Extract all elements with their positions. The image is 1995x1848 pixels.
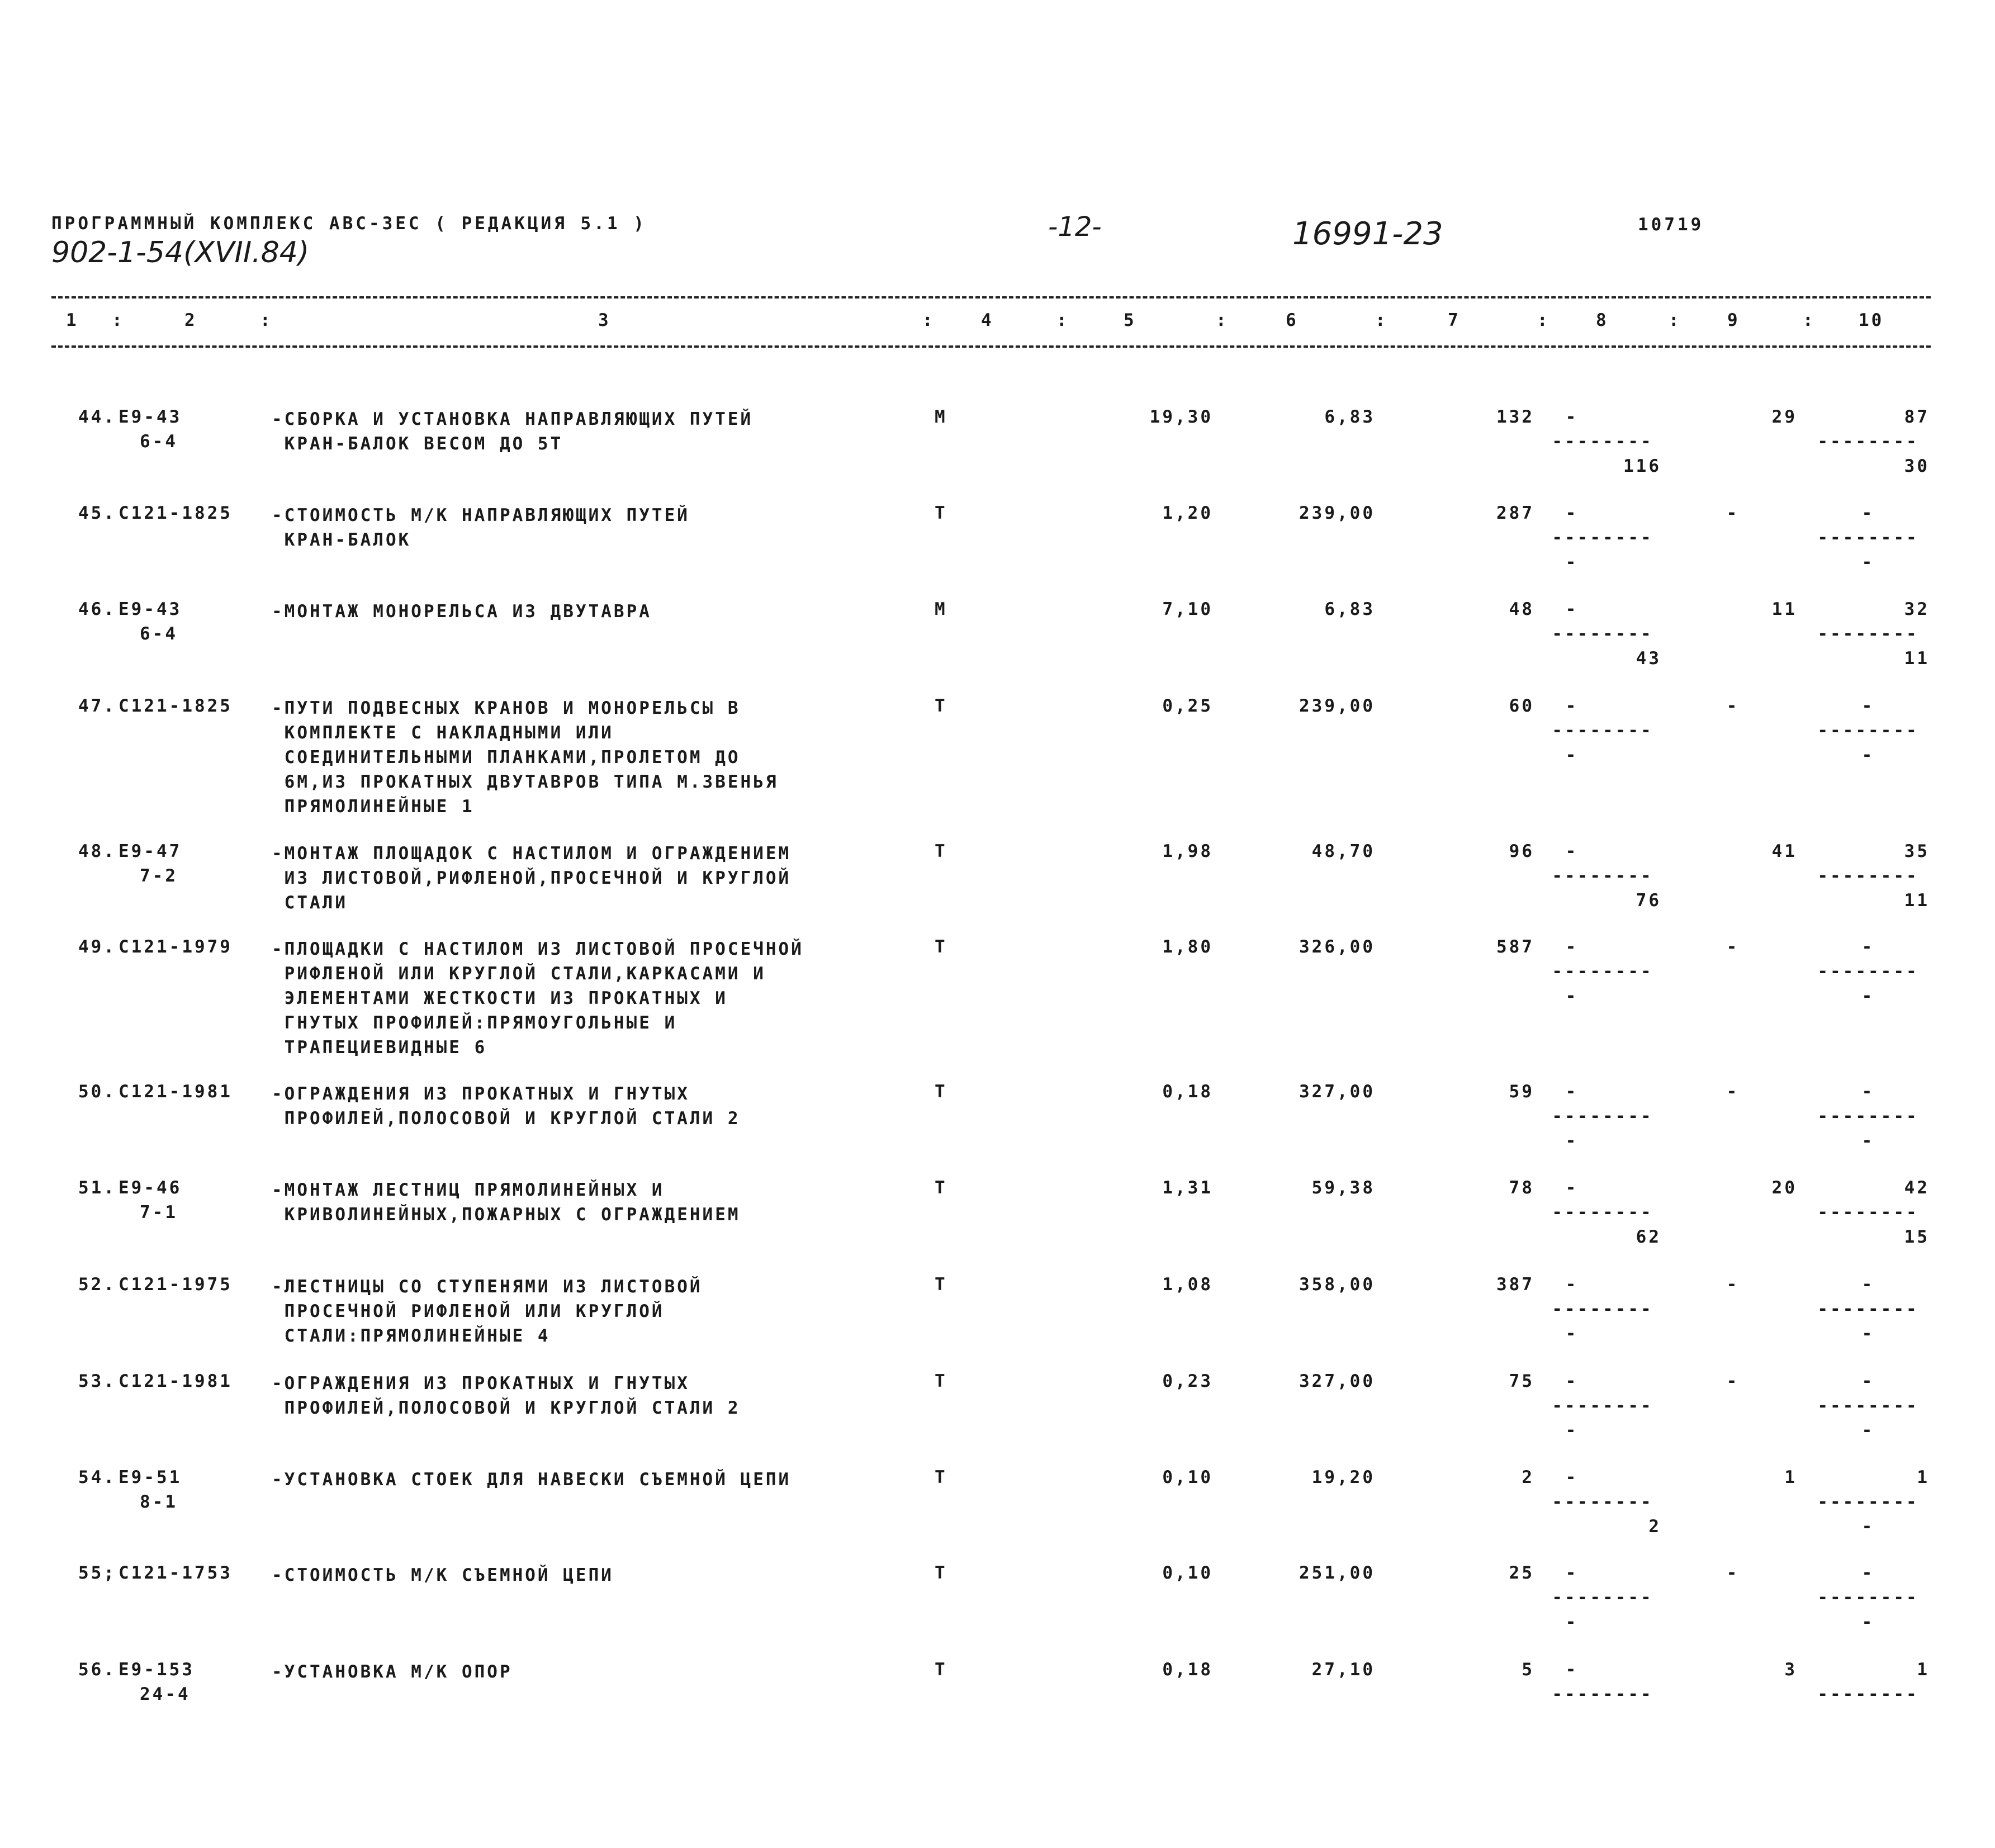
column-separator: : <box>922 310 935 330</box>
row-number: 49. <box>78 937 116 957</box>
column-separator: : <box>1056 310 1069 330</box>
unit-price: 239,00 <box>1299 503 1375 523</box>
unit-price: 327,00 <box>1299 1371 1375 1391</box>
code-secondary: 7-2 <box>140 866 178 886</box>
col10-sub-value: 15 <box>1904 1227 1930 1247</box>
col9-value: 3 <box>1784 1660 1797 1680</box>
col9-value: - <box>1726 1082 1740 1102</box>
col10-divider: -------- <box>1817 1588 1919 1608</box>
col10-sub-value: 30 <box>1904 456 1930 476</box>
total-cost: 48 <box>1509 599 1534 619</box>
col10-sub-value: - <box>1861 986 1875 1006</box>
col8-value: - <box>1565 407 1579 427</box>
unit-price: 6,83 <box>1324 599 1375 619</box>
col10-divider: -------- <box>1817 1299 1919 1319</box>
total-cost: 25 <box>1509 1563 1534 1583</box>
code-primary: С121-1753 <box>119 1563 233 1583</box>
col10-divider: -------- <box>1817 624 1919 644</box>
col10-sub-value: - <box>1861 1131 1875 1151</box>
column-separator: : <box>1375 310 1388 330</box>
col8-sub-value: 43 <box>1636 648 1661 669</box>
col8-sub-value: 62 <box>1636 1227 1661 1247</box>
col9-value: - <box>1726 1274 1740 1295</box>
unit: Т <box>935 1371 947 1391</box>
total-cost: 78 <box>1509 1178 1534 1198</box>
header-top-rule <box>51 296 1931 298</box>
code-primary: Е9-47 <box>119 841 182 861</box>
col10-value: 1 <box>1917 1660 1930 1680</box>
column-header-10: 10 <box>1859 310 1884 330</box>
col8-value: - <box>1565 1467 1579 1487</box>
col10-divider: -------- <box>1817 432 1919 452</box>
quantity: 0,23 <box>1162 1371 1213 1391</box>
quantity: 19,30 <box>1149 407 1213 427</box>
col10-sub-value: - <box>1861 552 1875 572</box>
col10-value: 1 <box>1917 1467 1930 1487</box>
quantity: 0,10 <box>1162 1563 1213 1583</box>
col10-divider: -------- <box>1817 528 1919 548</box>
col10-value: 87 <box>1904 407 1930 427</box>
col8-divider: -------- <box>1552 1492 1653 1512</box>
unit: Т <box>935 937 947 957</box>
row-number: 51. <box>78 1178 116 1198</box>
unit-price: 27,10 <box>1311 1660 1375 1680</box>
col10-value: - <box>1861 1563 1875 1583</box>
col10-sub-value: 11 <box>1904 648 1930 669</box>
col10-divider: -------- <box>1817 1684 1919 1704</box>
work-description: -ПУТИ ПОДВЕСНЫХ КРАНОВ И МОНОРЕЛЬСЫ В КОМПЛЕКТЕ С НАКЛАДНЫМИ ИЛИ СОЕДИНИТЕЛЬНЫМИ ПЛАНКАМИ,ПРОЛЕТОМ ДО 6М,ИЗ ПРОКАТНЫХ ДВУТАВРОВ ТИПА М.ЗВЕНЬЯ ПРЯМОЛИНЕЙНЫЕ 1 <box>272 698 779 817</box>
code-secondary: 6-4 <box>140 624 178 644</box>
unit-price: 59,38 <box>1311 1178 1375 1198</box>
col9-value: - <box>1726 503 1740 523</box>
col10-divider: -------- <box>1817 866 1919 886</box>
code-secondary: 6-4 <box>140 432 178 452</box>
work-description: -МОНТАЖ МОНОРЕЛЬСА ИЗ ДВУТАВРА <box>272 601 652 622</box>
col10-sub-value: - <box>1861 1517 1875 1537</box>
work-description: -СБОРКА И УСТАНОВКА НАПРАВЛЯЮЩИХ ПУТЕЙ КРАН-БАЛОК ВЕСОМ ДО 5Т <box>272 409 754 454</box>
code-primary: Е9-46 <box>119 1178 182 1198</box>
col8-sub-value: - <box>1565 1420 1579 1441</box>
quantity: 1,80 <box>1162 937 1213 957</box>
column-header-9: 9 <box>1727 310 1740 330</box>
work-description: -ПЛОЩАДКИ С НАСТИЛОМ ИЗ ЛИСТОВОЙ ПРОСЕЧНОЙ РИФЛЕНОЙ ИЛИ КРУГЛОЙ СТАЛИ,КАРКАСАМИ И ЭЛЕМЕНТАМИ ЖЕСТКОСТИ ИЗ ПРОКАТНЫХ И ГНУТЫХ ПРОФИЛЕЙ:ПРЯМОУГОЛЬНЫЕ И ТРАПЕЦИЕВИДНЫЕ 6 <box>272 939 804 1058</box>
col8-divider: -------- <box>1552 1202 1653 1222</box>
column-header-1: 1 <box>66 310 79 330</box>
col8-divider: -------- <box>1552 1106 1653 1126</box>
code-primary: С121-1981 <box>119 1082 233 1102</box>
column-header-8: 8 <box>1596 310 1609 330</box>
column-separator: : <box>112 310 125 330</box>
unit: Т <box>935 503 947 523</box>
col8-divider: -------- <box>1552 961 1653 982</box>
col8-value: - <box>1565 841 1579 861</box>
col8-sub-value: - <box>1565 745 1579 765</box>
col8-value: - <box>1565 503 1579 523</box>
col8-divider: -------- <box>1552 1299 1653 1319</box>
col8-divider: -------- <box>1552 1684 1653 1704</box>
col8-value: - <box>1565 937 1579 957</box>
col9-value: - <box>1726 1563 1740 1583</box>
quantity: 0,10 <box>1162 1467 1213 1487</box>
col9-value: 11 <box>1771 599 1797 619</box>
col8-divider: -------- <box>1552 866 1653 886</box>
unit: Т <box>935 696 947 716</box>
col8-sub-value: - <box>1565 1131 1579 1151</box>
row-number: 56. <box>78 1660 116 1680</box>
col8-sub-value: 2 <box>1648 1517 1661 1537</box>
row-number: 54. <box>78 1467 116 1487</box>
col10-divider: -------- <box>1817 1396 1919 1416</box>
col8-value: - <box>1565 696 1579 716</box>
row-number: 52. <box>78 1274 116 1295</box>
row-number: 45. <box>78 503 116 523</box>
code-primary: Е9-43 <box>119 407 182 427</box>
col8-value: - <box>1565 1660 1579 1680</box>
quantity: 1,31 <box>1162 1178 1213 1198</box>
row-number: 44. <box>78 407 116 427</box>
total-cost: 287 <box>1496 503 1534 523</box>
col10-sub-value: - <box>1861 1420 1875 1441</box>
total-cost: 2 <box>1522 1467 1534 1487</box>
col10-value: 42 <box>1904 1178 1930 1198</box>
header-bottom-rule <box>51 345 1931 348</box>
quantity: 7,10 <box>1162 599 1213 619</box>
col10-sub-value: - <box>1861 1324 1875 1344</box>
col10-value: - <box>1861 1082 1875 1102</box>
work-description: -УСТАНОВКА М/К ОПОР <box>272 1662 513 1682</box>
col8-value: - <box>1565 599 1579 619</box>
col8-value: - <box>1565 1563 1579 1583</box>
col8-sub-value: 116 <box>1623 456 1661 476</box>
unit: Т <box>935 1178 947 1198</box>
row-number: 53. <box>78 1371 116 1391</box>
unit: Т <box>935 1467 947 1487</box>
column-separator: : <box>1537 310 1550 330</box>
col9-value: 1 <box>1784 1467 1797 1487</box>
unit: М <box>935 599 947 619</box>
unit-price: 251,00 <box>1299 1563 1375 1583</box>
col9-value: 41 <box>1771 841 1797 861</box>
table-row <box>0 696 1995 864</box>
col9-value: - <box>1726 696 1740 716</box>
code-primary: С121-1825 <box>119 503 233 523</box>
col10-value: 35 <box>1904 841 1930 861</box>
column-header-6: 6 <box>1286 310 1299 330</box>
total-cost: 587 <box>1496 937 1534 957</box>
work-description: -СТОИМОСТЬ М/К НАПРАВЛЯЮЩИХ ПУТЕЙ КРАН-БАЛОК <box>272 505 690 550</box>
col8-value: - <box>1565 1178 1579 1198</box>
total-cost: 132 <box>1496 407 1534 427</box>
column-header-2: 2 <box>184 310 197 330</box>
program-title: ПРОГРАММНЫЙ КОМПЛЕКС АВС-3ЕС ( РЕДАКЦИЯ 5.1 ) <box>51 214 647 234</box>
unit-price: 326,00 <box>1299 937 1375 957</box>
col10-value: - <box>1861 937 1875 957</box>
code-primary: Е9-51 <box>119 1467 182 1487</box>
column-separator: : <box>260 310 273 330</box>
total-cost: 75 <box>1509 1371 1534 1391</box>
column-separator: : <box>1216 310 1229 330</box>
code-primary: С121-1825 <box>119 696 233 716</box>
col10-value: - <box>1861 503 1875 523</box>
col9-value: 29 <box>1771 407 1797 427</box>
col10-sub-value: - <box>1861 1612 1875 1632</box>
work-description: -ОГРАЖДЕНИЯ ИЗ ПРОКАТНЫХ И ГНУТЫХ ПРОФИЛЕЙ,ПОЛОСОВОЙ И КРУГЛОЙ СТАЛИ 2 <box>272 1084 741 1129</box>
unit: Т <box>935 841 947 861</box>
row-number: 55; <box>78 1563 116 1583</box>
col8-sub-value: - <box>1565 1324 1579 1344</box>
total-cost: 60 <box>1509 696 1534 716</box>
work-description: -МОНТАЖ ЛЕСТНИЦ ПРЯМОЛИНЕЙНЫХ И КРИВОЛИНЕЙНЫХ,ПОЖАРНЫХ С ОГРАЖДЕНИЕМ <box>272 1180 741 1225</box>
table-row <box>0 1660 1995 1827</box>
col8-sub-value: - <box>1565 986 1579 1006</box>
col8-sub-value: 76 <box>1636 890 1661 911</box>
unit-price: 48,70 <box>1311 841 1375 861</box>
col8-divider: -------- <box>1552 432 1653 452</box>
row-number: 47. <box>78 696 116 716</box>
unit: Т <box>935 1563 947 1583</box>
column-header-7: 7 <box>1448 310 1461 330</box>
total-cost: 96 <box>1509 841 1534 861</box>
code-primary: Е9-43 <box>119 599 182 619</box>
col10-divider: -------- <box>1817 1106 1919 1126</box>
unit-price: 327,00 <box>1299 1082 1375 1102</box>
row-number: 48. <box>78 841 116 861</box>
work-description: -МОНТАЖ ПЛОЩАДОК С НАСТИЛОМ И ОГРАЖДЕНИЕМ ИЗ ЛИСТОВОЙ,РИФЛЕНОЙ,ПРОСЕЧНОЙ И КРУГЛОЙ СТАЛИ <box>272 844 792 913</box>
col8-value: - <box>1565 1274 1579 1295</box>
col10-divider: -------- <box>1817 961 1919 982</box>
quantity: 0,18 <box>1162 1660 1213 1680</box>
col10-divider: -------- <box>1817 721 1919 741</box>
col8-value: - <box>1565 1082 1579 1102</box>
work-description: -ЛЕСТНИЦЫ СО СТУПЕНЯМИ ИЗ ЛИСТОВОЙ ПРОСЕЧНОЙ РИФЛЕНОЙ ИЛИ КРУГЛОЙ СТАЛИ:ПРЯМОЛИНЕЙНЫЕ 4 <box>272 1277 703 1346</box>
col8-divider: -------- <box>1552 721 1653 741</box>
code-primary: С121-1981 <box>119 1371 233 1391</box>
col8-divider: -------- <box>1552 1588 1653 1608</box>
col10-value: - <box>1861 696 1875 716</box>
work-description: -СТОИМОСТЬ М/К СЪЕМНОЙ ЦЕПИ <box>272 1565 614 1585</box>
code-secondary: 7-1 <box>140 1202 178 1222</box>
column-separator: : <box>1669 310 1681 330</box>
col9-value: 20 <box>1771 1178 1797 1198</box>
sheet-code: 10719 <box>1638 215 1704 235</box>
col8-sub-value: - <box>1565 552 1579 572</box>
unit: Т <box>935 1274 947 1295</box>
work-description: -УСТАНОВКА СТОЕК ДЛЯ НАВЕСКИ СЪЕМНОЙ ЦЕПИ <box>272 1470 792 1490</box>
document-number: 16991-23 <box>1292 216 1443 252</box>
col10-divider: -------- <box>1817 1492 1919 1512</box>
col10-value: - <box>1861 1371 1875 1391</box>
unit: Т <box>935 1082 947 1102</box>
unit-price: 19,20 <box>1311 1467 1375 1487</box>
col8-divider: -------- <box>1552 624 1653 644</box>
unit: М <box>935 407 947 427</box>
col10-value: 32 <box>1904 599 1930 619</box>
col10-sub-value: 11 <box>1904 890 1930 911</box>
quantity: 0,25 <box>1162 696 1213 716</box>
column-separator: : <box>1803 310 1816 330</box>
row-number: 46. <box>78 599 116 619</box>
col10-sub-value: - <box>1861 745 1875 765</box>
total-cost: 5 <box>1522 1660 1534 1680</box>
quantity: 1,98 <box>1162 841 1213 861</box>
quantity: 1,08 <box>1162 1274 1213 1295</box>
column-header-3: 3 <box>598 310 611 330</box>
col8-divider: -------- <box>1552 528 1653 548</box>
col8-divider: -------- <box>1552 1396 1653 1416</box>
col8-sub-value: - <box>1565 1612 1579 1632</box>
unit: Т <box>935 1660 947 1680</box>
col9-value: - <box>1726 1371 1740 1391</box>
code-primary: С121-1979 <box>119 937 233 957</box>
code-primary: Е9-153 <box>119 1660 195 1680</box>
code-secondary: 24-4 <box>140 1684 191 1704</box>
column-header-5: 5 <box>1124 310 1136 330</box>
unit-price: 239,00 <box>1299 696 1375 716</box>
code-secondary: 8-1 <box>140 1492 178 1512</box>
unit-price: 6,83 <box>1324 407 1375 427</box>
work-description: -ОГРАЖДЕНИЯ ИЗ ПРОКАТНЫХ И ГНУТЫХ ПРОФИЛЕЙ,ПОЛОСОВОЙ И КРУГЛОЙ СТАЛИ 2 <box>272 1373 741 1418</box>
total-cost: 387 <box>1496 1274 1534 1295</box>
col9-value: - <box>1726 937 1740 957</box>
col10-divider: -------- <box>1817 1202 1919 1222</box>
quantity: 1,20 <box>1162 503 1213 523</box>
col10-value: - <box>1861 1274 1875 1295</box>
column-header-4: 4 <box>981 310 994 330</box>
page-number: -12- <box>1048 211 1102 243</box>
total-cost: 59 <box>1509 1082 1534 1102</box>
code-primary: С121-1975 <box>119 1274 233 1295</box>
project-code: 902-1-54(XVII.84) <box>51 236 310 269</box>
unit-price: 358,00 <box>1299 1274 1375 1295</box>
quantity: 0,18 <box>1162 1082 1213 1102</box>
row-number: 50. <box>78 1082 116 1102</box>
col8-value: - <box>1565 1371 1579 1391</box>
table-row <box>0 937 1995 1105</box>
